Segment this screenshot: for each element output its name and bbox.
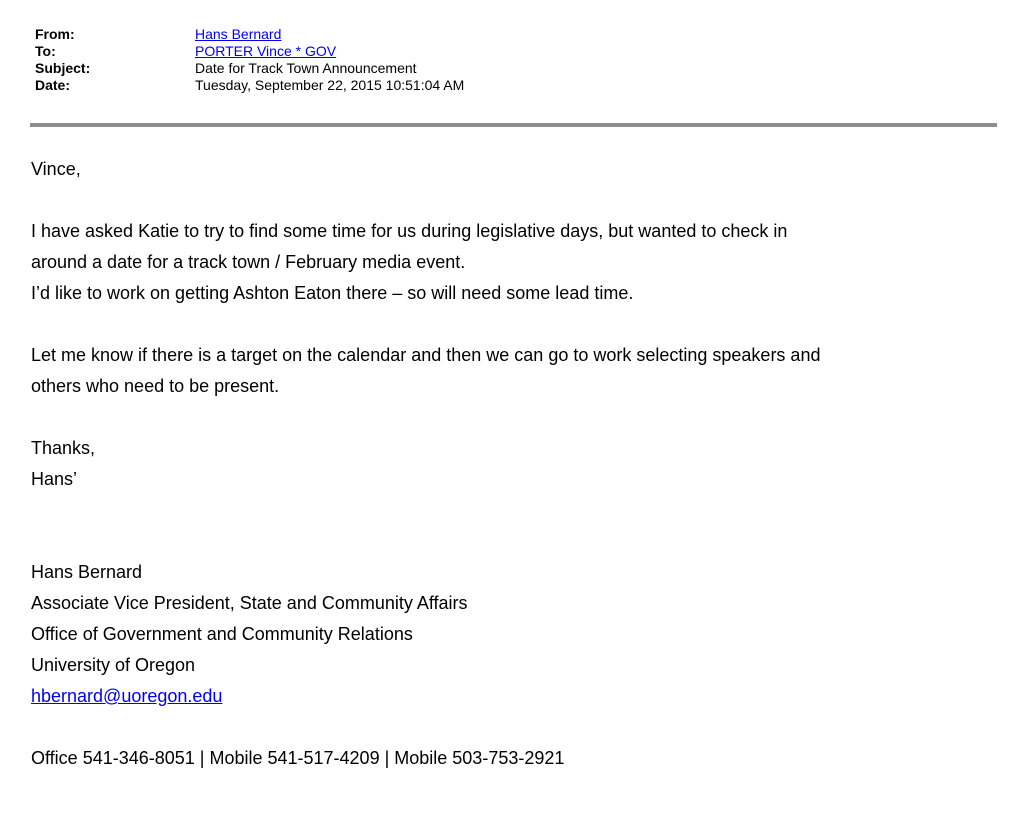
- email-header: [35, 26, 995, 94]
- signature-phones: Office 541-346-8051 | Mobile 541-517-4209 | Mobile 503-753-2921: [31, 748, 565, 768]
- paragraph-1-line-2: around a date for a track town / February media event.: [31, 252, 466, 272]
- signature-office: Office of Government and Community Relations: [31, 624, 413, 644]
- subject-row: [35, 60, 995, 77]
- header-divider: [30, 123, 997, 127]
- paragraph-1-line-1: I have asked Katie to try to find some time for us during legislative days, but wanted to check in: [31, 221, 788, 241]
- from-link[interactable]: Hans Bernard: [195, 26, 282, 42]
- signature-name: Hans Bernard: [31, 562, 143, 582]
- paragraph-1-line-3: I’d like to work on getting Ashton Eaton there – so will need some lead time.: [31, 283, 634, 303]
- signature-university: University of Oregon: [31, 655, 196, 675]
- closing-name: Hans’: [31, 469, 78, 489]
- spacer: [31, 495, 1006, 526]
- date-row: [35, 77, 995, 94]
- greeting: Vince,: [31, 159, 81, 179]
- to-label: To:: [35, 43, 56, 59]
- signature-title: Associate Vice President, State and Community Affairs: [31, 593, 468, 613]
- subject-value: Date for Track Town Announcement: [195, 60, 417, 76]
- spacer: [31, 712, 1006, 743]
- to-row: [35, 43, 995, 60]
- paragraph-2-line-2: others who need to be present.: [31, 376, 280, 396]
- spacer: [31, 185, 1006, 216]
- date-label: Date:: [35, 77, 71, 93]
- email-body: [31, 154, 1006, 774]
- from-label: From:: [35, 26, 75, 42]
- signature-email-link[interactable]: hbernard@uoregon.edu: [31, 686, 223, 706]
- spacer: [31, 309, 1006, 340]
- paragraph-2-line-1: Let me know if there is a target on the calendar and then we can go to work selecting speakers and: [31, 345, 821, 365]
- subject-label: Subject:: [35, 60, 91, 76]
- closing: Thanks,: [31, 438, 96, 458]
- date-value: Tuesday, September 22, 2015 10:51:04 AM: [195, 77, 465, 93]
- spacer: [31, 402, 1006, 433]
- spacer: [31, 526, 1006, 557]
- to-link[interactable]: PORTER Vince * GOV: [195, 43, 337, 59]
- from-row: [35, 26, 995, 43]
